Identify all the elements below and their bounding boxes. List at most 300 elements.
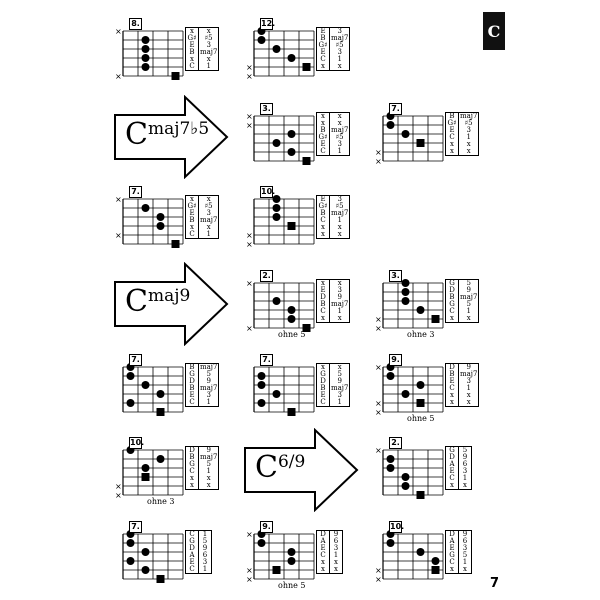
finger-dot <box>273 204 281 212</box>
root-marker <box>172 72 180 80</box>
interval-cell: 3 <box>459 468 472 475</box>
interval-cell: 9 <box>199 545 212 552</box>
chord-quality: maj7♭5 <box>147 119 210 139</box>
interval-row <box>446 399 479 407</box>
interval-cell: x <box>459 392 479 399</box>
interval-cell: D <box>446 364 459 372</box>
interval-cell: 9 <box>459 287 479 294</box>
interval-cell: maj7 <box>331 384 349 392</box>
interval-cell: 9 <box>459 531 472 539</box>
interval-cell: E <box>446 127 459 134</box>
interval-cell: x <box>446 566 459 574</box>
omit-note: ohne 5 <box>278 581 306 590</box>
root-marker <box>273 566 281 574</box>
finger-dot <box>157 222 165 230</box>
chord-diagram <box>113 354 223 416</box>
finger-dot <box>402 297 410 305</box>
interval-cell: x <box>199 56 219 63</box>
interval-cell: 5 <box>330 371 350 378</box>
interval-cell: D <box>446 531 459 539</box>
chord-diagram <box>113 521 223 583</box>
interval-table <box>445 363 479 407</box>
finger-dot <box>387 539 395 547</box>
interval-cell: D <box>317 378 330 385</box>
interval-cell: x <box>330 63 350 71</box>
mute-marker: × <box>115 195 122 204</box>
finger-dot <box>258 399 266 407</box>
mute-marker: × <box>246 240 253 249</box>
interval-cell: x <box>317 364 330 372</box>
finger-dot <box>417 548 425 556</box>
interval-cell: maj7 <box>200 384 218 392</box>
interval-cell: D <box>446 454 459 461</box>
interval-cell: D <box>317 531 330 539</box>
chord-quality: maj9 <box>147 286 191 306</box>
interval-cell: E <box>186 42 199 49</box>
fret-position-label: 10. <box>261 187 276 196</box>
interval-cell: ♯5 <box>330 134 350 141</box>
interval-cell: ♯5 <box>330 203 350 210</box>
interval-cell: 3 <box>330 28 350 36</box>
interval-cell: x <box>186 196 199 204</box>
interval-table <box>185 446 219 490</box>
interval-cell: C <box>446 559 459 566</box>
interval-cell: 3 <box>330 141 350 148</box>
interval-table <box>316 27 350 71</box>
interval-cell: 3 <box>330 287 350 294</box>
interval-cell: x <box>459 566 472 574</box>
interval-cell: E <box>446 545 459 552</box>
finger-dot <box>127 557 135 565</box>
interval-cell: G♯ <box>317 203 330 210</box>
interval-row <box>186 231 219 239</box>
mute-marker: × <box>375 575 382 584</box>
fret-position-label: 9. <box>260 521 273 533</box>
mute-marker: × <box>115 27 122 36</box>
interval-cell: maj7 <box>331 126 349 134</box>
section-tab: C <box>483 12 505 50</box>
mute-marker: × <box>246 279 253 288</box>
interval-cell: x <box>330 120 350 127</box>
interval-cell: 5 <box>459 552 472 559</box>
interval-cell: x <box>199 224 219 231</box>
finger-dot <box>387 372 395 380</box>
interval-cell: G♯ <box>186 203 199 210</box>
finger-dot <box>142 381 150 389</box>
finger-dot <box>387 464 395 472</box>
interval-row <box>446 148 479 156</box>
chord-diagram <box>113 18 223 80</box>
mute-marker: × <box>115 231 122 240</box>
mute-marker: × <box>375 148 382 157</box>
interval-cell: x <box>459 399 479 407</box>
finger-dot <box>142 63 150 71</box>
mute-marker: × <box>375 446 382 455</box>
interval-cell: A <box>446 538 459 545</box>
interval-cell: ♯5 <box>199 35 219 42</box>
root-marker <box>172 240 180 248</box>
fret-position-label: 7. <box>129 521 142 533</box>
interval-cell: 1 <box>330 217 350 224</box>
finger-dot <box>157 390 165 398</box>
interval-cell: maj7 <box>331 209 349 217</box>
interval-cell: G♯ <box>317 42 330 49</box>
finger-dot <box>142 204 150 212</box>
interval-cell: C <box>186 399 199 407</box>
interval-cell: 9 <box>459 454 472 461</box>
root-marker <box>157 575 165 583</box>
interval-row <box>186 63 219 71</box>
interval-cell: G <box>317 371 330 378</box>
interval-cell: x <box>330 315 350 323</box>
finger-dot <box>387 455 395 463</box>
root-marker <box>417 139 425 147</box>
mute-marker: × <box>246 575 253 584</box>
interval-cell: x <box>446 399 459 407</box>
interval-cell: B <box>317 35 330 42</box>
interval-cell: B <box>186 385 199 392</box>
interval-cell: C <box>317 552 330 559</box>
interval-cell: B <box>446 294 459 301</box>
mute-marker: × <box>115 72 122 81</box>
root-marker <box>157 408 165 416</box>
interval-cell: x <box>199 196 219 204</box>
interval-cell: maj7 <box>331 300 349 308</box>
fret-position-label: 9. <box>389 354 402 366</box>
interval-cell: 1 <box>330 552 343 559</box>
interval-cell: C <box>186 566 199 574</box>
finger-dot <box>258 539 266 547</box>
interval-cell: 6 <box>330 538 343 545</box>
finger-dot <box>273 45 281 53</box>
finger-dot <box>288 54 296 62</box>
mute-marker: × <box>246 324 253 333</box>
interval-cell: x <box>317 280 330 288</box>
interval-cell: ♯5 <box>330 42 350 49</box>
interval-cell: C <box>446 134 459 141</box>
finger-dot <box>402 390 410 398</box>
mute-marker: × <box>246 63 253 72</box>
interval-cell: 3 <box>199 392 219 399</box>
interval-table <box>445 112 479 156</box>
interval-cell: 3 <box>459 545 472 552</box>
interval-cell: E <box>446 468 459 475</box>
interval-cell: 6 <box>459 461 472 468</box>
interval-cell: x <box>317 120 330 127</box>
interval-cell: E <box>317 196 330 204</box>
chord-root: C <box>125 284 148 319</box>
interval-cell: x <box>317 315 330 323</box>
chord-diagram <box>373 521 483 583</box>
interval-cell: 9 <box>199 378 219 385</box>
interval-cell: 1 <box>459 308 479 315</box>
fret-position-label: 8. <box>129 18 142 30</box>
interval-cell: x <box>459 482 472 490</box>
interval-cell: D <box>446 287 459 294</box>
interval-cell: x <box>330 113 350 121</box>
chord-diagram <box>244 270 354 339</box>
finger-dot <box>402 482 410 490</box>
interval-cell: E <box>317 392 330 399</box>
interval-cell: E <box>186 559 199 566</box>
interval-cell: 3 <box>199 42 219 49</box>
interval-cell: G <box>446 280 459 288</box>
chord-diagram <box>244 354 354 416</box>
mute-marker: × <box>246 121 253 130</box>
interval-cell: x <box>317 559 330 566</box>
interval-cell: E <box>186 210 199 217</box>
chord-quality: 6/9 <box>277 452 306 472</box>
interval-cell: 6 <box>199 552 212 559</box>
interval-cell: ♯5 <box>199 203 219 210</box>
interval-cell: G <box>446 447 459 455</box>
finger-dot <box>157 213 165 221</box>
interval-cell: G <box>186 538 199 545</box>
interval-row <box>317 315 350 323</box>
interval-cell: 3 <box>459 127 479 134</box>
chord-name <box>125 117 209 152</box>
interval-table <box>445 279 479 323</box>
interval-cell: 5 <box>459 301 479 308</box>
interval-table <box>316 363 350 407</box>
interval-cell: x <box>446 148 459 156</box>
interval-row <box>186 399 219 407</box>
finger-dot <box>273 297 281 305</box>
finger-dot <box>402 473 410 481</box>
interval-cell: B <box>317 127 330 134</box>
finger-dot <box>402 130 410 138</box>
finger-dot <box>417 306 425 314</box>
interval-cell: 3 <box>459 378 479 385</box>
interval-cell: maj7 <box>331 34 349 42</box>
finger-dot <box>387 121 395 129</box>
interval-table <box>445 446 472 490</box>
interval-cell: E <box>317 287 330 294</box>
finger-dot <box>432 557 440 565</box>
interval-cell: x <box>459 315 479 323</box>
interval-cell: G♯ <box>317 134 330 141</box>
interval-cell: x <box>317 566 330 574</box>
finger-dot <box>142 548 150 556</box>
interval-cell: G♯ <box>186 35 199 42</box>
finger-dot <box>273 390 281 398</box>
interval-cell: 5 <box>199 461 219 468</box>
chord-diagram <box>244 18 354 80</box>
finger-dot <box>142 54 150 62</box>
interval-cell: E <box>317 545 330 552</box>
interval-cell: C <box>186 231 199 239</box>
interval-cell: G♯ <box>446 120 459 127</box>
interval-row <box>186 482 219 490</box>
interval-cell: x <box>199 475 219 482</box>
interval-cell: 1 <box>330 148 350 156</box>
interval-cell: 9 <box>330 294 350 301</box>
interval-cell: 1 <box>199 231 219 239</box>
root-marker <box>417 399 425 407</box>
interval-row <box>446 566 472 574</box>
interval-cell: B <box>317 385 330 392</box>
omit-note: ohne 3 <box>147 497 175 506</box>
interval-cell: 1 <box>199 566 212 574</box>
interval-cell: x <box>317 231 330 239</box>
interval-cell: 1 <box>199 399 219 407</box>
mute-marker: × <box>375 363 382 372</box>
interval-cell: x <box>330 231 350 239</box>
interval-cell: 1 <box>459 134 479 141</box>
interval-row <box>317 399 350 407</box>
interval-table <box>316 530 343 574</box>
mute-marker: × <box>375 324 382 333</box>
finger-dot <box>127 399 135 407</box>
finger-dot <box>288 148 296 156</box>
chord-diagram <box>244 186 354 248</box>
interval-cell: A <box>186 552 199 559</box>
root-marker <box>417 491 425 499</box>
finger-dot <box>142 566 150 574</box>
interval-cell: x <box>330 224 350 231</box>
finger-dot <box>288 130 296 138</box>
interval-cell: 1 <box>459 559 472 566</box>
interval-cell: x <box>446 141 459 148</box>
interval-row <box>186 566 212 574</box>
interval-cell: ♯5 <box>459 120 479 127</box>
chord-arrow-cmaj9 <box>113 262 231 346</box>
finger-dot <box>402 288 410 296</box>
mute-marker: × <box>375 315 382 324</box>
interval-cell: maj7 <box>200 453 218 461</box>
interval-cell: C <box>317 399 330 407</box>
interval-cell: 3 <box>199 559 212 566</box>
interval-row <box>317 231 350 239</box>
interval-cell: B <box>317 301 330 308</box>
fret-position-label: 10. <box>390 522 405 531</box>
chord-root: C <box>125 117 148 152</box>
interval-cell: x <box>199 482 219 490</box>
interval-cell: C <box>446 308 459 315</box>
interval-cell: D <box>317 294 330 301</box>
fret-position-label: 7. <box>129 186 142 198</box>
fret-position-label: 3. <box>260 103 273 115</box>
interval-cell: 3 <box>330 196 350 204</box>
interval-row <box>317 148 350 156</box>
interval-cell: C <box>186 531 199 539</box>
finger-dot <box>258 372 266 380</box>
chord-diagram <box>244 521 354 590</box>
fret-position-label: 2. <box>389 437 402 449</box>
interval-table <box>185 363 219 407</box>
interval-cell: B <box>186 217 199 224</box>
mute-marker: × <box>375 157 382 166</box>
interval-cell: x <box>330 364 350 372</box>
interval-cell: B <box>317 210 330 217</box>
interval-cell: 9 <box>330 531 343 539</box>
interval-cell: x <box>317 63 330 71</box>
interval-table <box>185 27 219 71</box>
interval-cell: 9 <box>330 378 350 385</box>
fret-position-label: 7. <box>260 354 273 366</box>
interval-table <box>445 530 472 574</box>
mute-marker: × <box>115 482 122 491</box>
interval-cell: C <box>186 63 199 71</box>
finger-dot <box>273 139 281 147</box>
interval-cell: 6 <box>459 538 472 545</box>
interval-cell: A <box>317 538 330 545</box>
interval-cell: 1 <box>330 56 350 63</box>
root-marker <box>288 408 296 416</box>
interval-cell: 3 <box>330 392 350 399</box>
interval-cell: B <box>446 113 459 121</box>
interval-cell: B <box>186 364 199 372</box>
interval-cell: 3 <box>330 545 343 552</box>
interval-row <box>446 315 479 323</box>
mute-marker: × <box>246 566 253 575</box>
root-marker <box>303 63 311 71</box>
interval-cell: D <box>186 545 199 552</box>
interval-cell: x <box>330 280 350 288</box>
interval-cell: G <box>186 371 199 378</box>
chord-arrow-c69 <box>243 428 361 512</box>
interval-cell: B <box>446 371 459 378</box>
interval-cell: G <box>446 552 459 559</box>
omit-note: ohne 5 <box>278 330 306 339</box>
interval-cell: 9 <box>199 447 219 455</box>
mute-marker: × <box>246 530 253 539</box>
mute-marker: × <box>375 399 382 408</box>
interval-cell: C <box>317 308 330 315</box>
interval-table <box>316 195 350 239</box>
interval-cell: C <box>446 475 459 482</box>
root-marker <box>432 566 440 574</box>
finger-dot <box>288 315 296 323</box>
interval-cell: maj7 <box>200 363 218 371</box>
interval-cell: E <box>446 378 459 385</box>
interval-cell: C <box>186 468 199 475</box>
mute-marker: × <box>246 72 253 81</box>
finger-dot <box>288 548 296 556</box>
interval-cell: maj7 <box>460 293 478 301</box>
chord-diagram <box>113 186 223 248</box>
chord-diagram <box>244 103 354 165</box>
interval-cell: E <box>317 49 330 56</box>
interval-cell: x <box>199 28 219 36</box>
interval-cell: x <box>446 392 459 399</box>
interval-cell: 3 <box>330 49 350 56</box>
interval-cell: 1 <box>330 308 350 315</box>
fret-position-label: 12. <box>261 19 276 28</box>
interval-row <box>446 482 472 490</box>
interval-cell: x <box>317 224 330 231</box>
root-marker <box>432 315 440 323</box>
interval-cell: E <box>317 28 330 36</box>
omit-note: ohne 3 <box>407 330 435 339</box>
interval-cell: 5 <box>199 371 219 378</box>
interval-cell: C <box>317 217 330 224</box>
chord-diagram <box>373 437 483 499</box>
interval-cell: C <box>446 385 459 392</box>
finger-dot <box>288 557 296 565</box>
interval-cell: 1 <box>459 385 479 392</box>
finger-dot <box>127 539 135 547</box>
interval-cell: x <box>330 566 343 574</box>
fret-position-label: 2. <box>260 270 273 282</box>
interval-cell: x <box>446 482 459 490</box>
fret-position-label: 7. <box>389 103 402 115</box>
finger-dot <box>258 381 266 389</box>
finger-dot <box>288 306 296 314</box>
interval-table <box>185 195 219 239</box>
mute-marker: × <box>246 231 253 240</box>
interval-cell: x <box>459 141 479 148</box>
